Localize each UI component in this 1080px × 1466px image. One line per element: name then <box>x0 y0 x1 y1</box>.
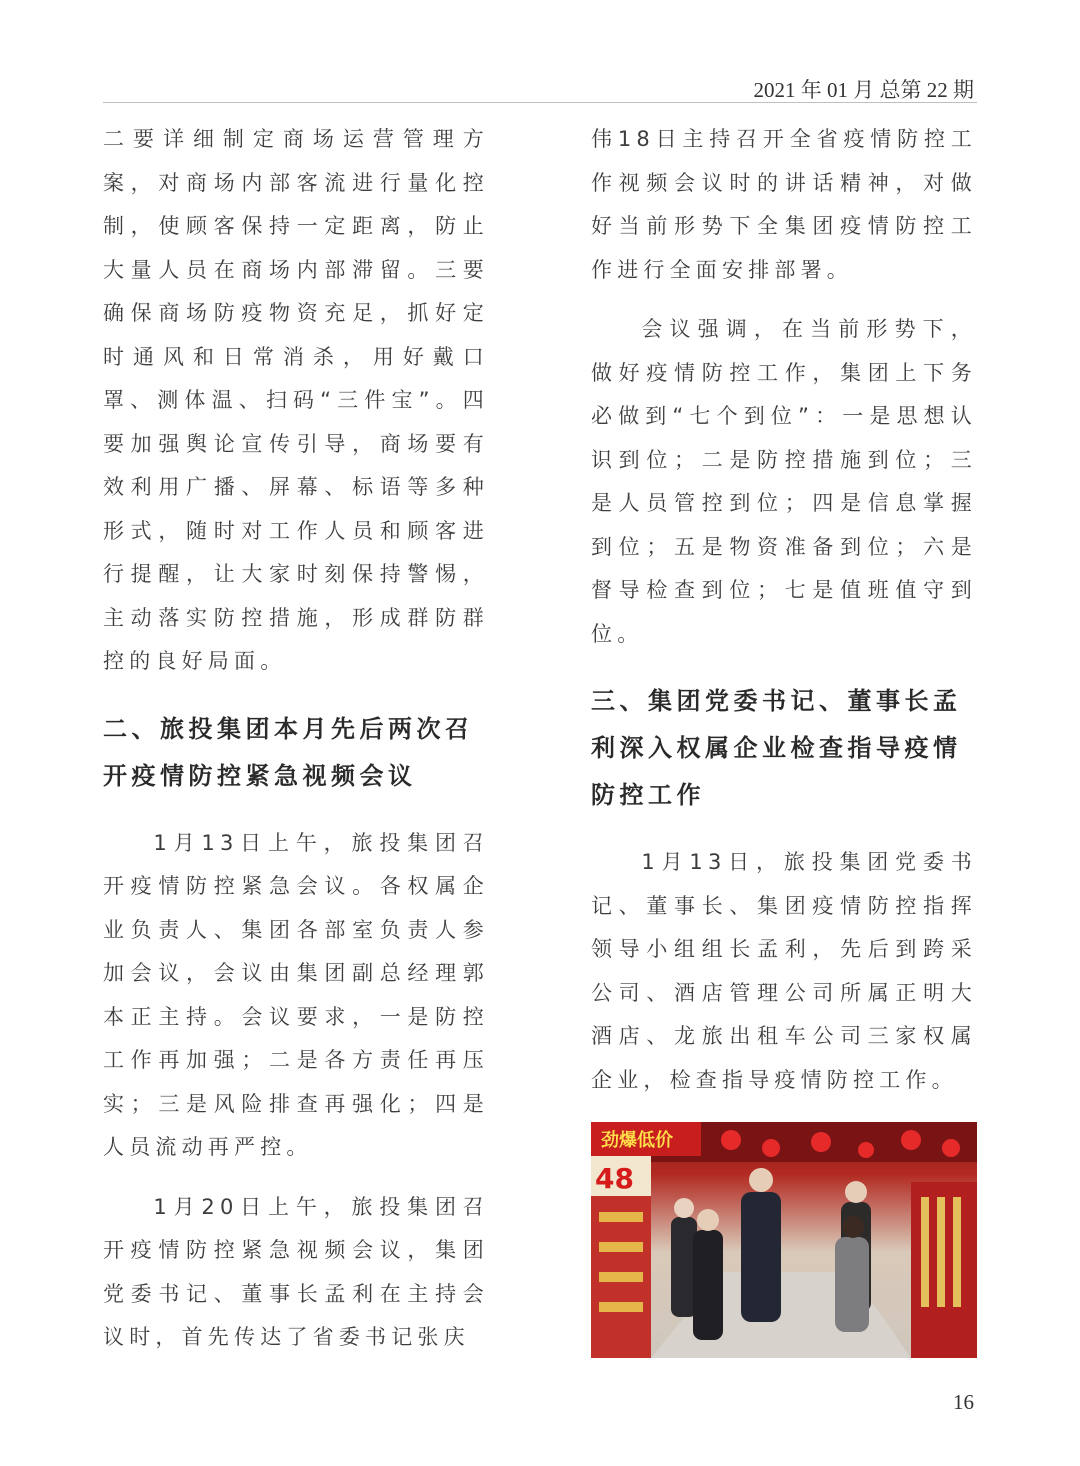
section-heading: 三、集团党委书记、董事长孟利深入权属企业检查指导疫情防控工作 <box>591 687 962 809</box>
photo-sign-text: 劲爆低价 <box>601 1130 673 1151</box>
paragraph: 伟18日主持召开全省疫情防控工作视频会议时的讲话精神，对做好当前形势下全集团疫情防控工作进行全面安排部署。 <box>591 127 977 282</box>
inspection-photo <box>591 1122 977 1358</box>
paragraph: 会议强调，在当前形势下，做好疫情防控工作，集团上下务必做到“七个到位”：一是思想认识到位；二是防控措施到位；三是人员管控到位；四是信息掌握到位；五是物资准备到位；六是督导检查到位；七是值班值守到位。 <box>591 317 977 646</box>
right-column <box>591 118 977 1358</box>
page-number: 16 <box>953 1390 974 1414</box>
left-column <box>103 118 489 1360</box>
issue-header: 2021 年 01 月 总第 22 期 <box>753 78 974 102</box>
paragraph: 1月13日上午，旅投集团召开疫情防控紧急会议。各权属企业负责人、集团各部室负责人参加会议，会议由集团副总经理郭本正主持。会议要求，一是防控工作再加强；二是各方责任再压实；三是风险排查再强化；四是人员流动再严控。 <box>103 830 489 1159</box>
header-divider <box>103 102 977 103</box>
paragraph: 1月20日上午，旅投集团召开疫情防控紧急视频会议，集团党委书记、董事长孟利在主持会议时，首先传达了省委书记张庆 <box>103 1194 489 1349</box>
supermarket-scene-illustration <box>591 1122 977 1358</box>
photo-price-text: 48 <box>595 1162 634 1195</box>
paragraph: 二要详细制定商场运营管理方案，对商场内部客流进行量化控制，使顾客保持一定距离，防止大量人员在商场内部滞留。三要确保商场防疫物资充足，抓好定时通风和日常消杀，用好戴口罩、测体温、扫码“三件宝”。四要加强舆论宣传引导，商场要有效利用广播、屏幕、标语等多种形式，随时对工作人员和顾客进行提醒，让大家时刻保持警惕，主动落实防控措施，形成群防群控的良好局面。 <box>103 127 489 673</box>
section-heading: 二、旅投集团本月先后两次召开疫情防控紧急视频会议 <box>103 714 474 790</box>
paragraph: 1月13日，旅投集团党委书记、董事长、集团疫情防控指挥领导小组组长孟利，先后到跨采公司、酒店管理公司所属正明大酒店、龙旅出租车公司三家权属企业，检查指导疫情防控工作。 <box>591 850 977 1092</box>
